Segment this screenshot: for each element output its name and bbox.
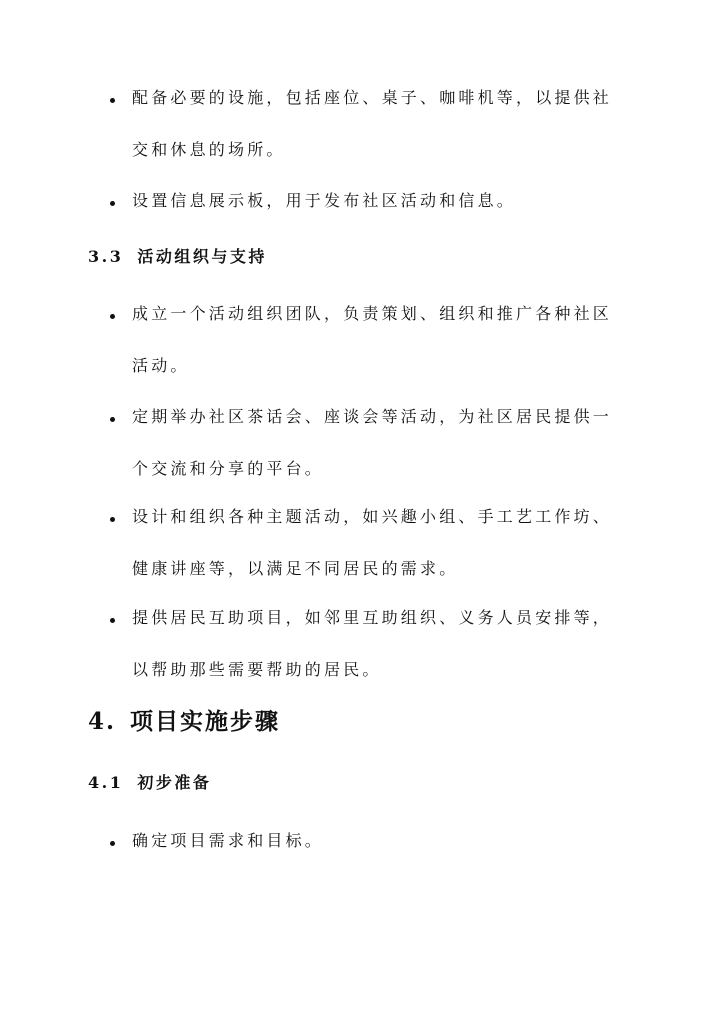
bullet-icon	[110, 618, 115, 623]
bullet-icon	[110, 417, 115, 422]
section-heading-4	[88, 703, 280, 736]
section-title: 初步准备	[137, 773, 212, 792]
section-number: 4.	[88, 708, 117, 735]
list-item-text: 提供居民互助项目，如邻里互助组织、义务人员安排等，以帮助那些需要帮助的居民。	[132, 608, 613, 679]
bullet-icon	[110, 98, 115, 103]
section-heading-3-3	[88, 244, 267, 267]
section-number: 3.3	[88, 247, 124, 266]
bullet-icon	[110, 314, 115, 319]
list-item-text: 设置信息展示板，用于发布社区活动和信息。	[132, 191, 517, 210]
list-item-text: 设计和组织各种主题活动，如兴趣小组、手工艺工作坊、健康讲座等，以满足不同居民的需求。	[132, 507, 613, 578]
list-item-text: 成立一个活动组织团队，负责策划、组织和推广各种社区活动。	[132, 304, 613, 375]
list-item-text: 配备必要的设施，包括座位、桌子、咖啡机等，以提供社交和休息的场所。	[132, 88, 613, 159]
list-item-text: 定期举办社区茶话会、座谈会等活动，为社区居民提供一个交流和分享的平台。	[132, 407, 613, 478]
section-title: 活动组织与支持	[137, 247, 267, 266]
bullet-icon	[110, 517, 115, 522]
section-heading-4-1	[88, 770, 211, 793]
section-title: 项目实施步骤	[130, 708, 281, 735]
section-number: 4.1	[88, 773, 124, 792]
bullet-icon	[110, 201, 115, 206]
bullet-icon	[110, 841, 115, 846]
list-item-text: 确定项目需求和目标。	[132, 831, 325, 850]
